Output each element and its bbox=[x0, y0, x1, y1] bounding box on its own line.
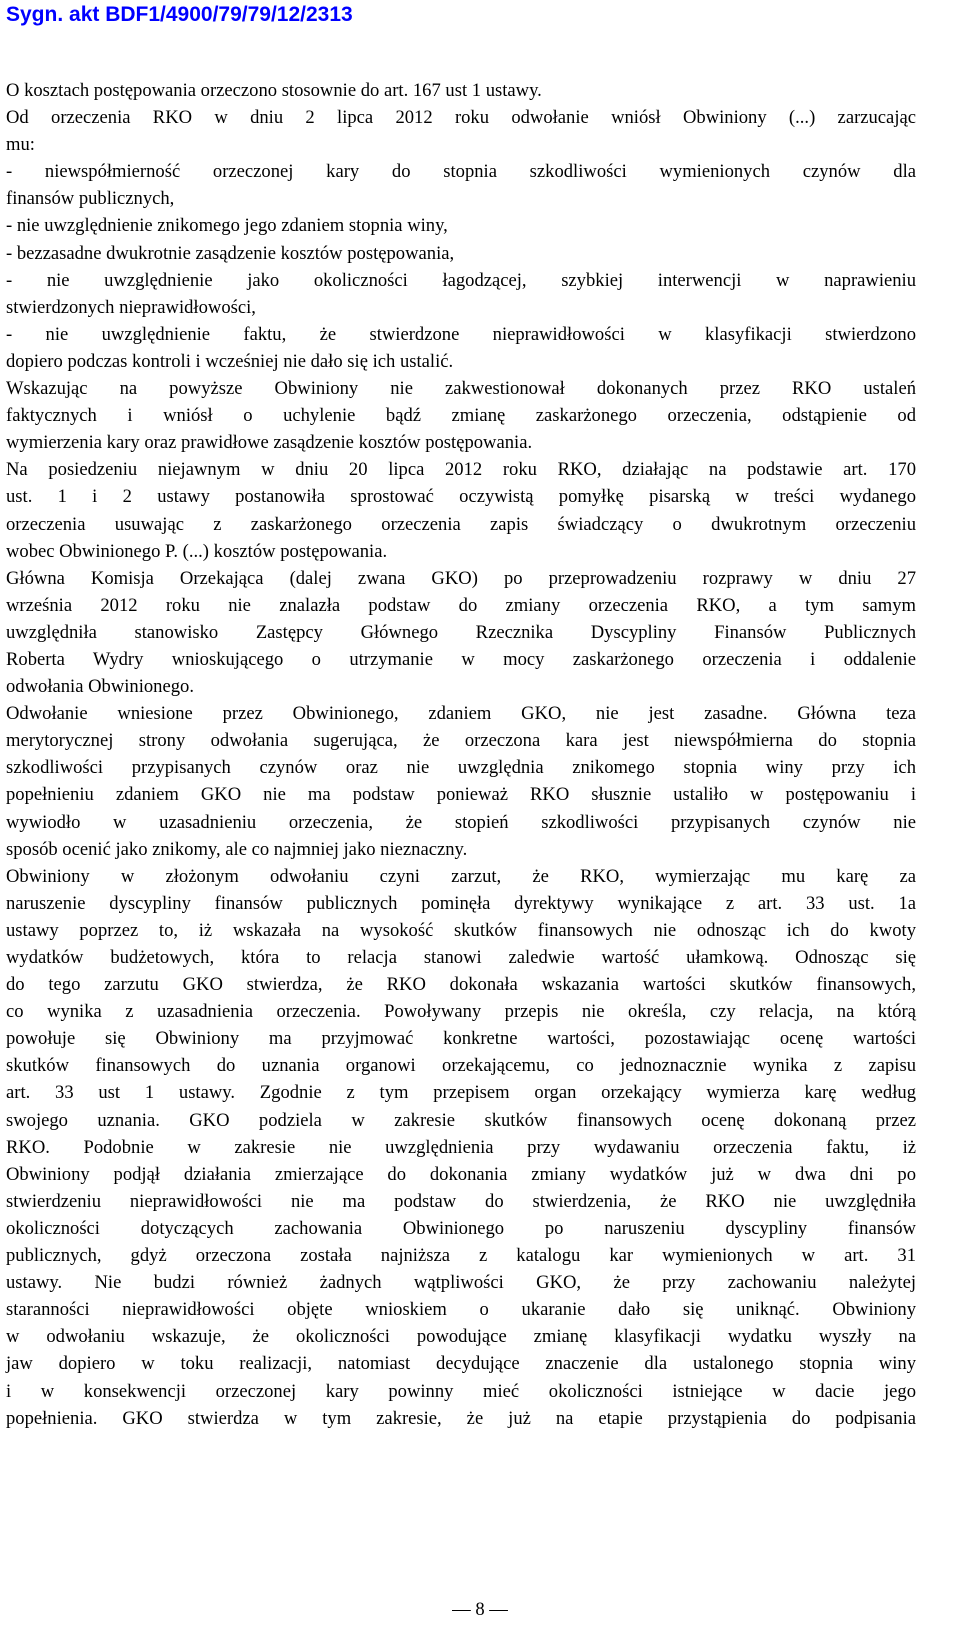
text-line: i w konsekwencji orzeczonej kary powinny mieć okoliczności istniejące w dacie jego bbox=[6, 1380, 916, 1402]
text-line: uwzględniła stanowisko Zastępcy Głównego Rzecznika Dyscypliny Finansów Publicznych bbox=[6, 621, 916, 643]
text-line: wobec Obwinionego P. (...) kosztów postępowania. bbox=[6, 540, 388, 562]
text-line: - nie uwzględnienie jako okoliczności łagodzącej, szybkiej interwencji w naprawieniu bbox=[6, 269, 916, 291]
text-line: ust. 1 i 2 ustawy postanowiła sprostować oczywistą pomyłkę pisarską w treści wydanego bbox=[6, 486, 916, 508]
text-line: finansów publicznych, bbox=[6, 188, 175, 210]
text-line: art. 33 ust 1 ustawy. Zgodnie z tym przepisem organ orzekający wymierza karę według bbox=[6, 1082, 916, 1104]
text-line: września 2012 roku nie znalazła podstaw do zmiany orzeczenia RKO, a tym samym bbox=[6, 594, 916, 616]
document-body bbox=[6, 77, 916, 1432]
text-line: wywiodło w uzasadnieniu orzeczenia, że stopień szkodliwości przypisanych czynów nie bbox=[6, 811, 916, 833]
text-line: powołuje się Obwiniony ma przyjmować konkretne wartości, pozostawiając ocenę wartości bbox=[6, 1028, 916, 1050]
text-line: staranności nieprawidłowości objęte wnioskiem o ukaranie dało się uniknąć. Obwiniony bbox=[6, 1299, 916, 1321]
text-line: Główna Komisja Orzekająca (dalej zwana GKO) po przeprowadzeniu rozprawy w dniu 27 bbox=[6, 567, 916, 589]
text-line: - nie uwzględnienie faktu, że stwierdzone nieprawidłowości w klasyfikacji stwierdzono bbox=[6, 323, 916, 345]
text-line: RKO. Podobnie w zakresie nie uwzględnienia przy wydawaniu orzeczenia faktu, iż bbox=[6, 1136, 916, 1158]
text-line: do tego zarzutu GKO stwierdza, że RKO dokonała wskazania wartości skutków finansowych, bbox=[6, 974, 916, 996]
text-line: dopiero podczas kontroli i wcześniej nie dało się ich ustalić. bbox=[6, 350, 454, 372]
text-line: Odwołanie wniesione przez Obwinionego, zdaniem GKO, nie jest zasadne. Główna teza bbox=[6, 703, 916, 725]
text-line: orzeczenia usuwając z zaskarżonego orzeczenia zapis świadczący o dwukrotnym orzeczeniu bbox=[6, 513, 916, 535]
text-line: skutków finansowych do uznania organowi orzekającemu, co jednoznacznie wynika z zapisu bbox=[6, 1055, 916, 1077]
text-line: Wskazując na powyższe Obwiniony nie zakwestionował dokonanych przez RKO ustaleń bbox=[6, 378, 916, 400]
text-line: popełnienia. GKO stwierdza w tym zakresie, że już na etapie przystąpienia do podpisania bbox=[6, 1407, 916, 1429]
text-line: Obwiniony w złożonym odwołaniu czyni zarzut, że RKO, wymierzając mu karę za bbox=[6, 865, 916, 887]
text-line: odwołania Obwinionego. bbox=[6, 676, 194, 698]
text-line: co wynika z uzasadnienia orzeczenia. Powoływany przepis nie określa, czy relacja, na którą bbox=[6, 1001, 916, 1023]
text-line: - nie uwzględnienie znikomego jego zdaniem stopnia winy, bbox=[6, 215, 448, 237]
text-line: - niewspółmierność orzeczonej kary do stopnia szkodliwości wymienionych czynów dla bbox=[6, 161, 916, 183]
text-line: merytorycznej strony odwołania sugerująca, że orzeczona kara jest niewspółmierna do stopnia bbox=[6, 730, 916, 752]
text-line: naruszenie dyscypliny finansów publicznych pominęła dyrektywy wynikające z art. 33 ust. 1a bbox=[6, 892, 916, 914]
text-line: Na posiedzeniu niejawnym w dniu 20 lipca 2012 roku RKO, działając na podstawie art. 170 bbox=[6, 459, 916, 481]
text-line: wymierzenia kary oraz prawidłowe zasądzenie kosztów postępowania. bbox=[6, 432, 533, 454]
signature-header: Sygn. akt BDF1/4900/79/79/12/2313 bbox=[6, 3, 353, 26]
text-line: Roberta Wydry wnioskującego o utrzymanie w mocy zaskarżonego orzeczenia i oddalenie bbox=[6, 648, 916, 670]
text-line: faktycznych i wniósł o uchylenie bądź zmianę zaskarżonego orzeczenia, odstąpienie od bbox=[6, 405, 916, 427]
text-line: ustawy poprzez to, iż wskazała na wysokość skutków finansowych nie odnosząc ich do kwoty bbox=[6, 919, 916, 941]
text-line: szkodliwości przypisanych czynów oraz nie uwzględnia znikomego stopnia winy przy ich bbox=[6, 757, 916, 779]
text-line: stwierdzeniu nieprawidłowości nie ma podstaw do stwierdzenia, że RKO nie uwzględniła bbox=[6, 1190, 916, 1212]
text-line: Obwiniony podjął działania zmierzające do dokonania zmiany wydatków już w dwa dni po bbox=[6, 1163, 916, 1185]
page-number: — 8 — bbox=[452, 1599, 508, 1620]
text-line: stwierdzonych nieprawidłowości, bbox=[6, 296, 256, 318]
text-line: - bezzasadne dwukrotnie zasądzenie kosztów postępowania, bbox=[6, 242, 455, 264]
text-line: jaw dopiero w toku realizacji, natomiast decydujące znaczenie dla ustalonego stopnia winy bbox=[6, 1353, 916, 1375]
text-line: sposób ocenić jako znikomy, ale co najmniej jako nieznaczny. bbox=[6, 838, 468, 860]
text-line: okoliczności dotyczących zachowania Obwinionego po naruszeniu dyscypliny finansów bbox=[6, 1217, 916, 1239]
text-line: swojego uznania. GKO podziela w zakresie skutków finansowych ocenę dokonaną przez bbox=[6, 1109, 916, 1131]
text-line: mu: bbox=[6, 134, 35, 156]
text-line: wydatków budżetowych, która to relacja stanowi zaledwie wartość ułamkową. Odnosząc się bbox=[6, 947, 916, 968]
text-line: popełnieniu zdaniem GKO nie ma podstaw ponieważ RKO słusznie ustaliło w postępowaniu i bbox=[6, 784, 916, 806]
text-line: Od orzeczenia RKO w dniu 2 lipca 2012 roku odwołanie wniósł Obwiniony (...) zarzucając bbox=[6, 107, 916, 129]
text-line: O kosztach postępowania orzeczono stosownie do art. 167 ust 1 ustawy. bbox=[6, 80, 542, 101]
text-line: ustawy. Nie budzi również żadnych wątpliwości GKO, że przy zachowaniu należytej bbox=[6, 1272, 916, 1294]
text-line: publicznych, gdyż orzeczona została najniższa z katalogu kar wymienionych w art. 31 bbox=[6, 1245, 916, 1267]
text-line: w odwołaniu wskazuje, że okoliczności powodujące zmianę klasyfikacji wydatku wyszły na bbox=[6, 1326, 916, 1348]
